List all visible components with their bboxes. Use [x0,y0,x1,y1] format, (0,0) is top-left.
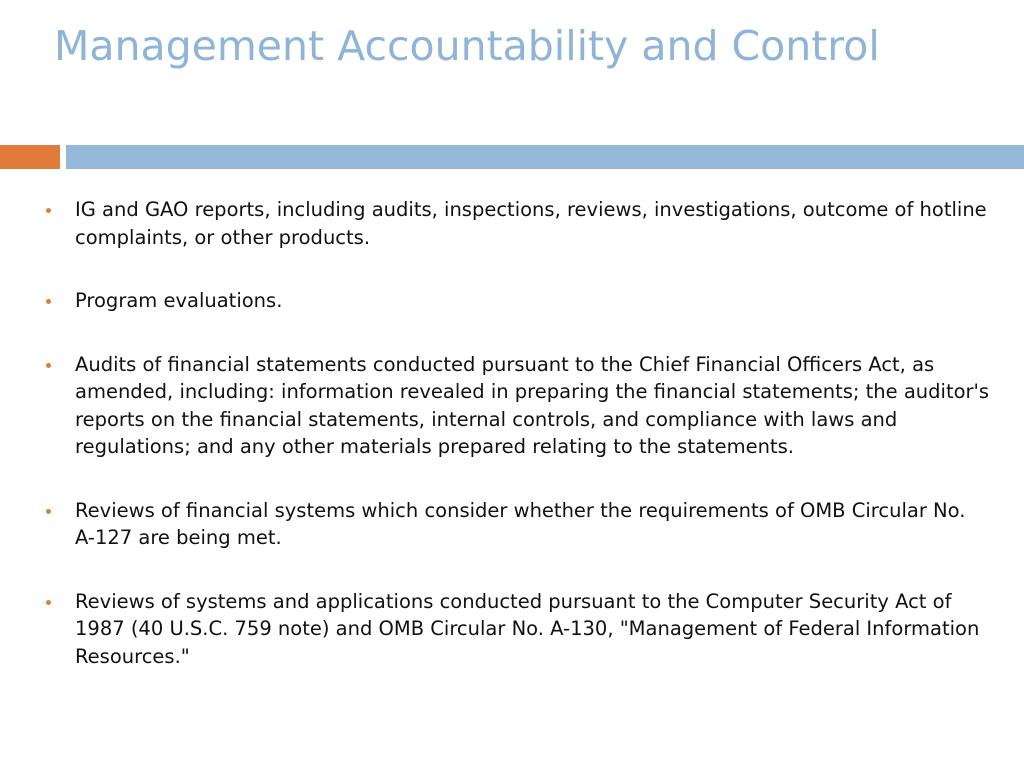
title-accent-bar-blue [66,145,1024,169]
bullet-item [40,196,990,251]
bullet-dot-icon [46,363,51,368]
bullet-item [40,351,990,461]
bullet-item [40,497,990,552]
bullet-text: Audits of financial statements conducted pursuant to the Chief Financial Officers Act, as amended, including: information revealed in preparing the financial statements; the auditor's reports on the financial statements, internal controls, and compliance with laws and regulations; and any other materials prepared relating to the statements. [75,352,990,458]
bullet-dot-icon [46,509,51,514]
bullet-dot-icon [46,299,51,304]
bullet-item [40,588,990,671]
slide-title: Management Accountability and Control [54,22,880,70]
bullet-dot-icon [46,208,51,213]
bullet-text: Reviews of systems and applications conducted pursuant to the Computer Security Act of 1987 (40 U.S.C. 759 note) and OMB Circular No. A-130, "Management of Federal Information Resources." [75,589,980,668]
bullet-text: Program evaluations. [75,289,283,312]
bullet-item [40,287,990,315]
bullet-dot-icon [46,600,51,605]
title-accent-bar-orange [0,145,60,169]
bullet-list [40,196,990,706]
bullet-text: Reviews of financial systems which consider whether the requirements of OMB Circular No. A-127 are being met. [75,498,966,549]
bullet-text: IG and GAO reports, including audits, inspections, reviews, investigations, outcome of hotline complaints, or other products. [75,198,987,249]
